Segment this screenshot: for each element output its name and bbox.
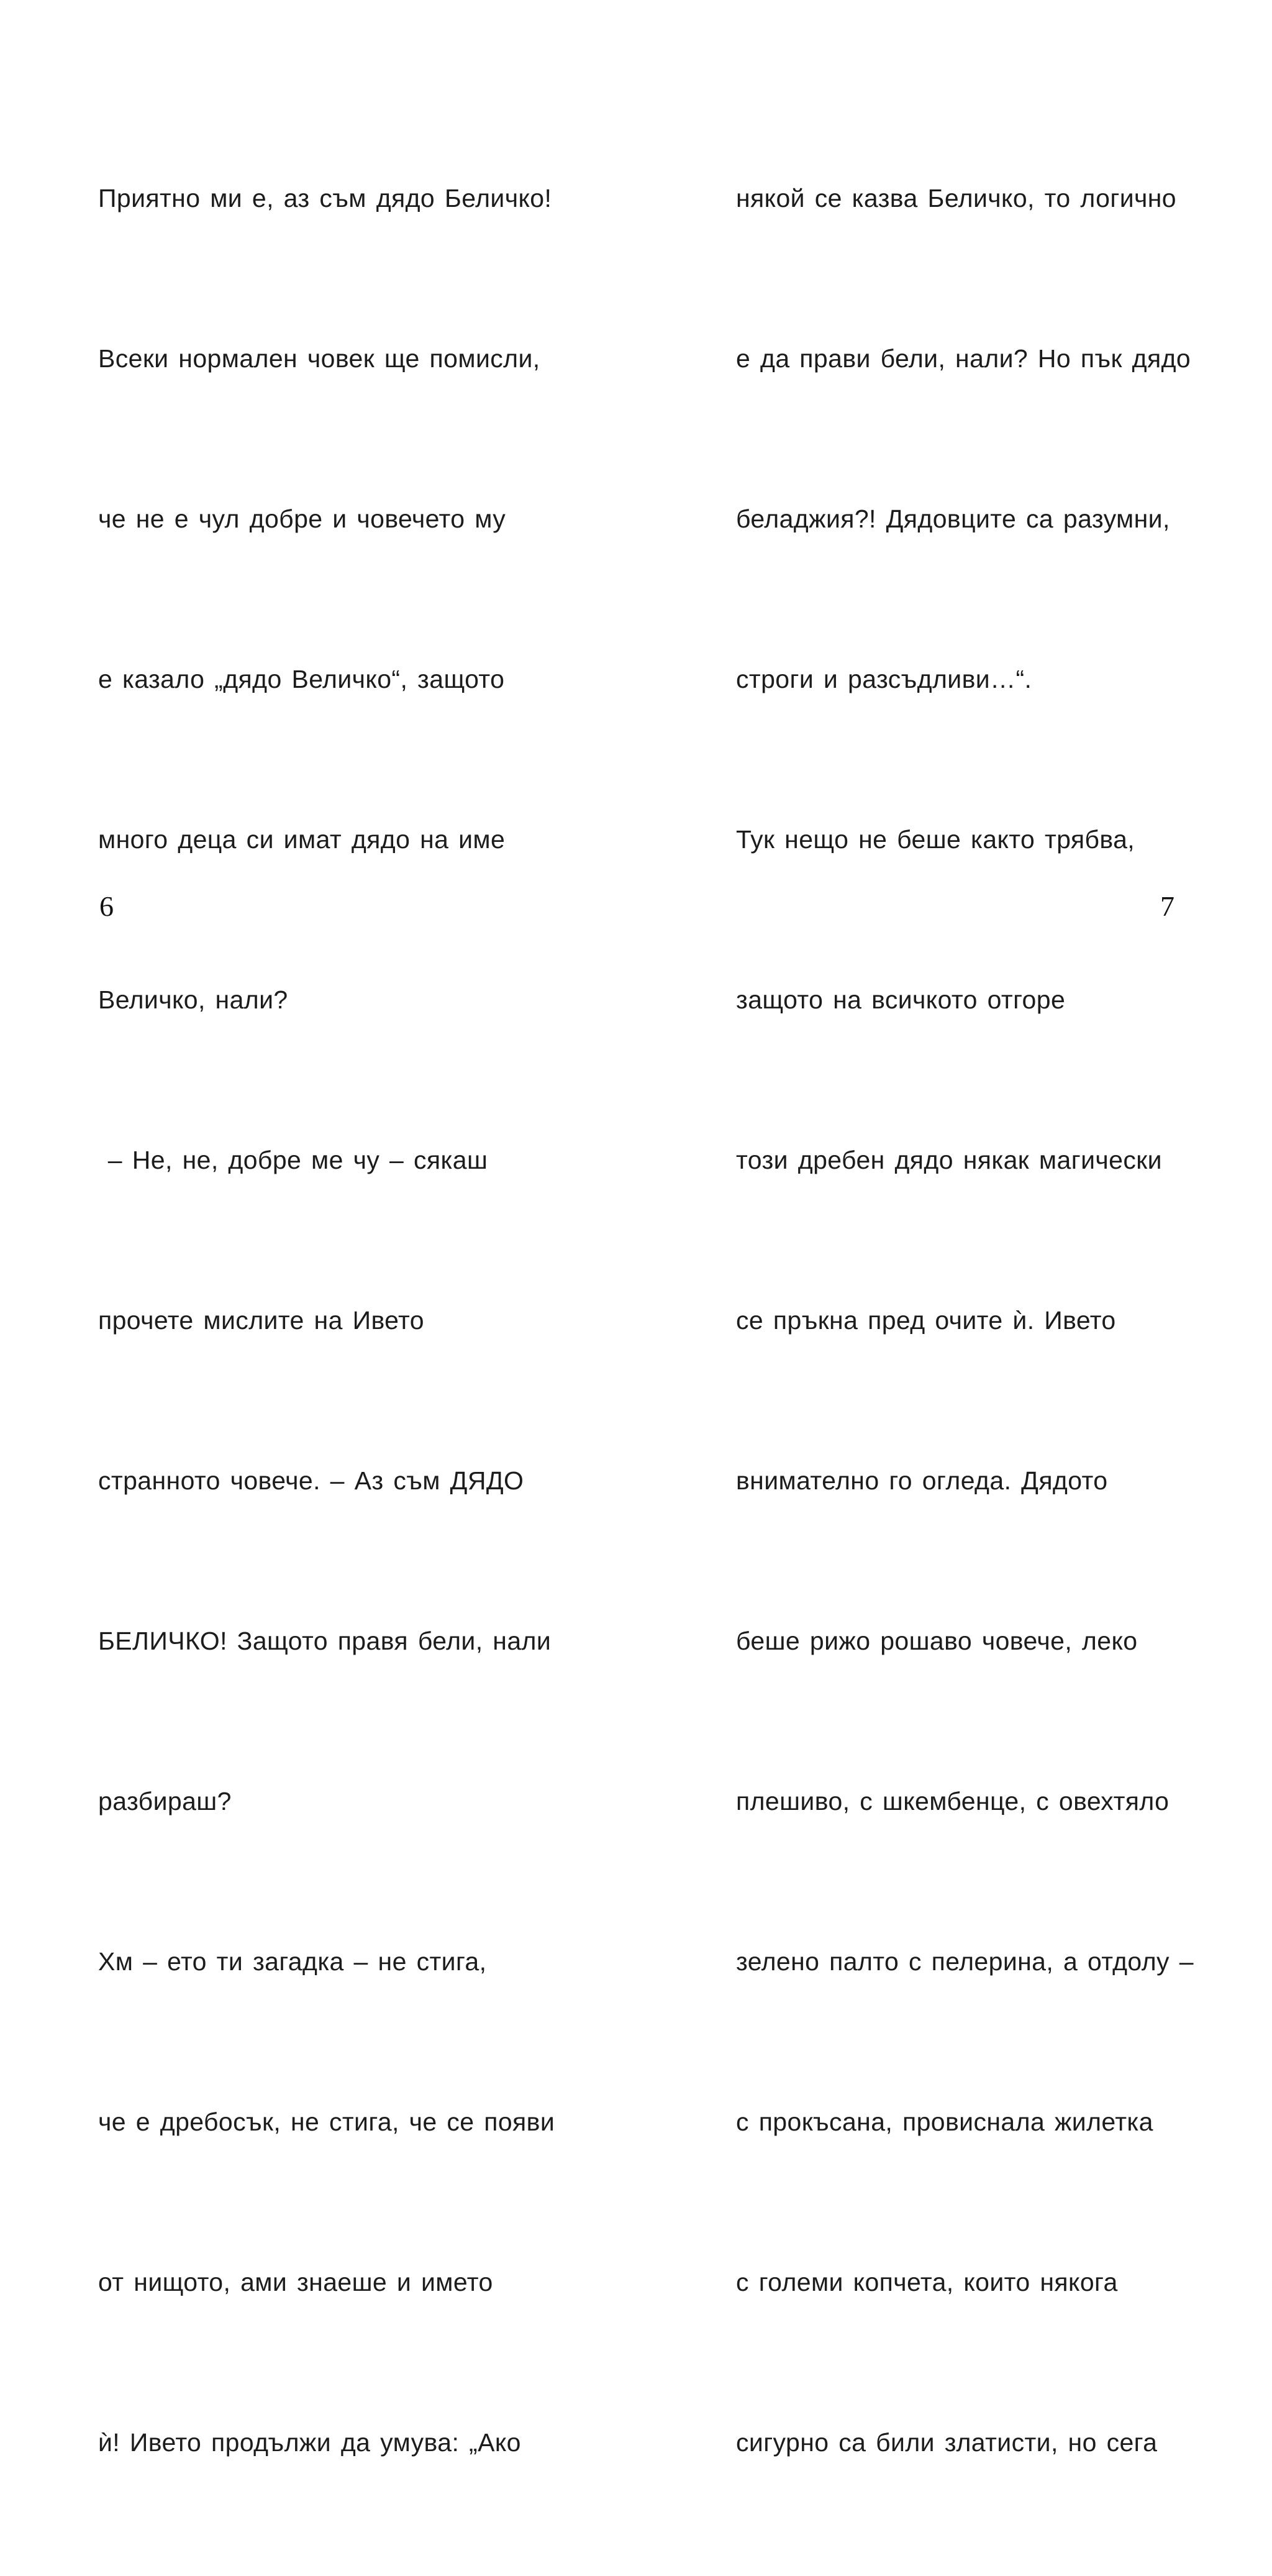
text-line: БЕЛИЧКО! Защото правя бели, нали (98, 1627, 552, 1655)
text-line: разбираш? (98, 1787, 232, 1816)
text-line: някой се казва Беличко, то логично (736, 184, 1176, 212)
text-line: плешиво, с шкембенце, с овехтяло (736, 1787, 1170, 1816)
text-line: защото на всичкото отгоре (736, 985, 1066, 1014)
text-line: Величко, нали? (98, 985, 288, 1014)
text-line: се пръкна пред очите ѝ. Ивето (736, 1306, 1116, 1335)
text-line: беше рижо рошаво човече, леко (736, 1627, 1138, 1655)
page-left-text (98, 65, 570, 2576)
text-line: Хм – ето ти загадка – не стига, (98, 1947, 487, 1976)
text-line: Всеки нормален човек ще помисли, (98, 344, 540, 373)
text-line: е казало „дядо Величко“, защото (98, 665, 505, 693)
text-line: този дребен дядо някак магически (736, 1146, 1162, 1174)
text-line: странното човече. – Аз съм ДЯДО (98, 1466, 524, 1495)
text-line: Приятно ми е, аз съм дядо Беличко! (98, 184, 552, 212)
text-line: че е дребосък, не стига, че се появи (98, 2108, 555, 2136)
text-line: – Не, не, добре ме чу – сякаш (98, 1146, 488, 1174)
text-line: прочете мислите на Ивето (98, 1306, 424, 1335)
text-line: ѝ! Ивето продължи да умува: „Ако (98, 2428, 521, 2457)
text-line: зелено палто с пелерина, а отдолу – (736, 1947, 1194, 1976)
text-line: строги и разсъдливи…“. (736, 665, 1032, 693)
text-line: от нищото, ами знаеше и името (98, 2268, 493, 2296)
page-number-left: 6 (99, 890, 114, 922)
text-line: сигурно са били златисти, но сега (736, 2428, 1158, 2457)
text-line: с прокъсана, провиснала жилетка (736, 2108, 1153, 2136)
text-line: е да прави бели, нали? Но пък дядо (736, 344, 1191, 373)
text-line: Тук нещо не беше както трябва, (736, 825, 1135, 854)
text-line: беладжия?! Дядовците са разумни, (736, 505, 1170, 533)
text-line: много деца си имат дядо на име (98, 825, 506, 854)
text-line: че не е чул добре и човечето му (98, 505, 506, 533)
page-right-text (736, 65, 1208, 2576)
text-line: с големи копчета, които някога (736, 2268, 1118, 2296)
page-number-right: 7 (1160, 890, 1174, 922)
text-line: внимателно го огледа. Дядото (736, 1466, 1108, 1495)
